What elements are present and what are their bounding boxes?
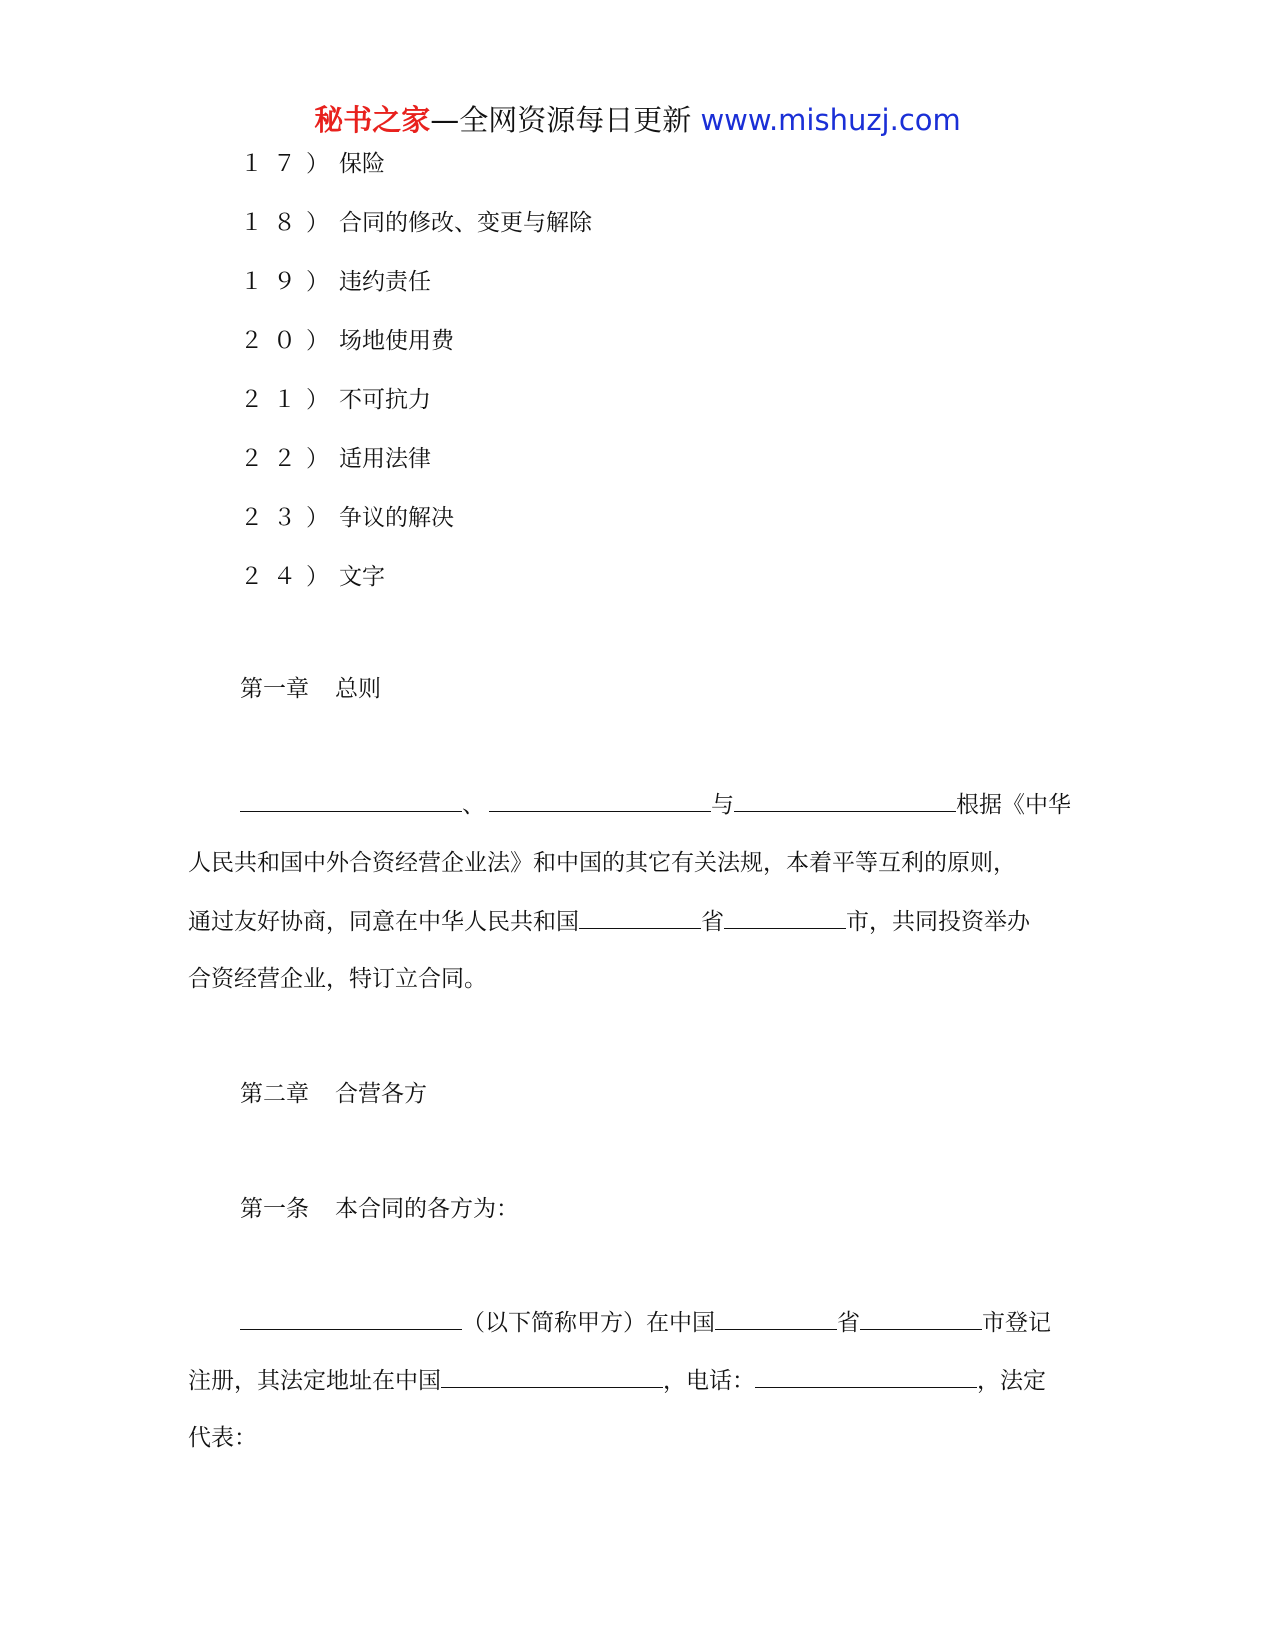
chapter-number: 第二章 xyxy=(240,1081,309,1107)
toc-item-number: ２０） xyxy=(240,328,339,354)
header-slogan: —全网资源每日更新 xyxy=(430,103,692,137)
list-item xyxy=(240,499,592,558)
page-header xyxy=(0,100,1275,140)
paragraph-line: 合资经营企业，特订立合同。 xyxy=(188,966,487,992)
blank-field[interactable] xyxy=(755,1365,977,1388)
toc-item-label: 合同的修改、变更与解除 xyxy=(339,210,592,236)
brand-name: 秘书之家 xyxy=(314,103,431,137)
paragraph-line: 人民共和国中外合资经营企业法》和中国的其它有关法规，本着平等互利的原则， xyxy=(188,850,1016,876)
list-item xyxy=(240,558,592,617)
toc-item-number: ２４） xyxy=(240,564,339,590)
blank-field[interactable] xyxy=(489,789,711,812)
paragraph-text: 通过友好协商，同意在中华人民共和国 xyxy=(188,909,579,935)
toc-item-label: 保险 xyxy=(339,151,385,177)
paragraph-text: ，电话： xyxy=(663,1368,755,1394)
paragraph-text: 注册，其法定地址在中国 xyxy=(188,1368,441,1394)
blank-field[interactable] xyxy=(715,1307,837,1330)
toc-item-label: 争议的解决 xyxy=(339,505,454,531)
blank-field[interactable] xyxy=(724,906,846,929)
toc-item-label: 文字 xyxy=(339,564,385,590)
separator-text: 与 xyxy=(711,792,734,818)
chapter-title: 合营各方 xyxy=(335,1081,427,1107)
paragraph-text: 省 xyxy=(837,1310,860,1336)
paragraph-line xyxy=(188,906,1030,937)
chapter-heading xyxy=(240,674,381,704)
header-url[interactable]: www.mishuzj.com xyxy=(700,103,961,137)
list-item xyxy=(240,204,592,263)
blank-field[interactable] xyxy=(240,789,462,812)
paragraph-text: 市登记 xyxy=(982,1310,1051,1336)
blank-field[interactable] xyxy=(734,789,956,812)
list-item xyxy=(240,440,592,499)
paragraph-line: 代表： xyxy=(188,1425,257,1451)
toc-item-number: ２１） xyxy=(240,387,339,413)
list-item xyxy=(240,145,592,204)
list-item xyxy=(240,381,592,440)
blank-field[interactable] xyxy=(860,1307,982,1330)
article-heading xyxy=(240,1194,519,1224)
separator-text: 、 xyxy=(462,792,485,818)
list-item xyxy=(240,263,592,322)
paragraph-text: ，法定 xyxy=(977,1368,1046,1394)
paragraph-text: 根据《中华 xyxy=(956,792,1071,818)
toc-item-number: １７） xyxy=(240,151,339,177)
paragraph-text: 省 xyxy=(701,909,724,935)
paragraph-line xyxy=(240,789,1071,820)
toc-item-label: 违约责任 xyxy=(339,269,431,295)
toc-item-label: 场地使用费 xyxy=(339,328,454,354)
article-title: 本合同的各方为： xyxy=(335,1196,519,1222)
paragraph-line xyxy=(240,1307,1051,1338)
chapter-number: 第一章 xyxy=(240,676,309,702)
blank-field[interactable] xyxy=(240,1307,462,1330)
blank-field[interactable] xyxy=(579,906,701,929)
toc-item-label: 不可抗力 xyxy=(339,387,431,413)
paragraph-text: 市，共同投资举办 xyxy=(846,909,1030,935)
toc-item-number: ２２） xyxy=(240,446,339,472)
chapter-title: 总则 xyxy=(335,676,381,702)
toc-item-number: １８） xyxy=(240,210,339,236)
table-of-contents xyxy=(240,145,592,617)
toc-item-number: １９） xyxy=(240,269,339,295)
paragraph-text: （以下简称甲方）在中国 xyxy=(462,1310,715,1336)
list-item xyxy=(240,322,592,381)
article-number: 第一条 xyxy=(240,1196,309,1222)
toc-item-label: 适用法律 xyxy=(339,446,431,472)
chapter-heading xyxy=(240,1079,427,1109)
blank-field[interactable] xyxy=(441,1365,663,1388)
paragraph-line xyxy=(188,1365,1046,1396)
toc-item-number: ２３） xyxy=(240,505,339,531)
